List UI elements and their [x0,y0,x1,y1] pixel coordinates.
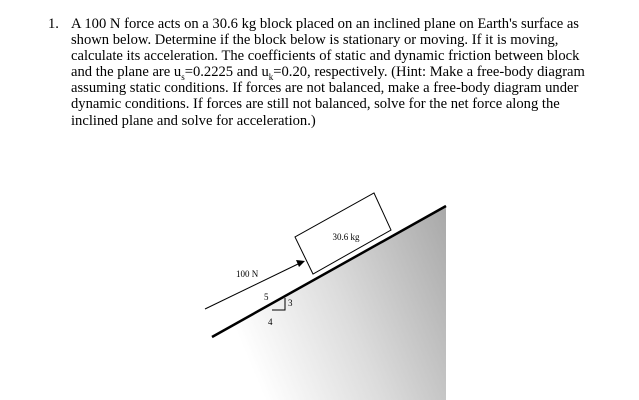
line-4-middle: =0.2225 and u [184,64,269,81]
line-4-start: and the plane are u [71,64,182,81]
force-label: 100 N [236,269,259,279]
kinetic-subscript: k [268,72,274,83]
problem-line-5: assuming static conditions. If forces are not balanced, make a free-body diagram under [71,80,579,97]
problem-line-6: dynamic conditions. If forces are still not balanced, solve for the net force along the [71,96,560,113]
triangle-vertical-label: 3 [288,298,293,308]
line-4-end: =0.20, respectively. (Hint: Make a free-body diagram [273,64,585,81]
triangle-horizontal-label: 4 [268,317,273,327]
problem-line-1: A 100 N force acts on a 30.6 kg block placed on an inclined plane on Earth's surface as [71,16,579,32]
problem-number: 1. [48,16,59,32]
triangle-hypotenuse-label: 5 [264,292,269,302]
block-label: 30.6 kg [332,232,360,242]
force-arrowhead [296,260,305,267]
problem-line-2: shown below. Determine if the block below is stationary or moving. If it is moving, [71,32,559,49]
problem-line-3: calculate its acceleration. The coefficients of static and dynamic friction between block [71,48,580,65]
static-subscript: s [181,72,185,83]
problem-line-7: inclined plane and solve for acceleration.) [71,112,316,129]
